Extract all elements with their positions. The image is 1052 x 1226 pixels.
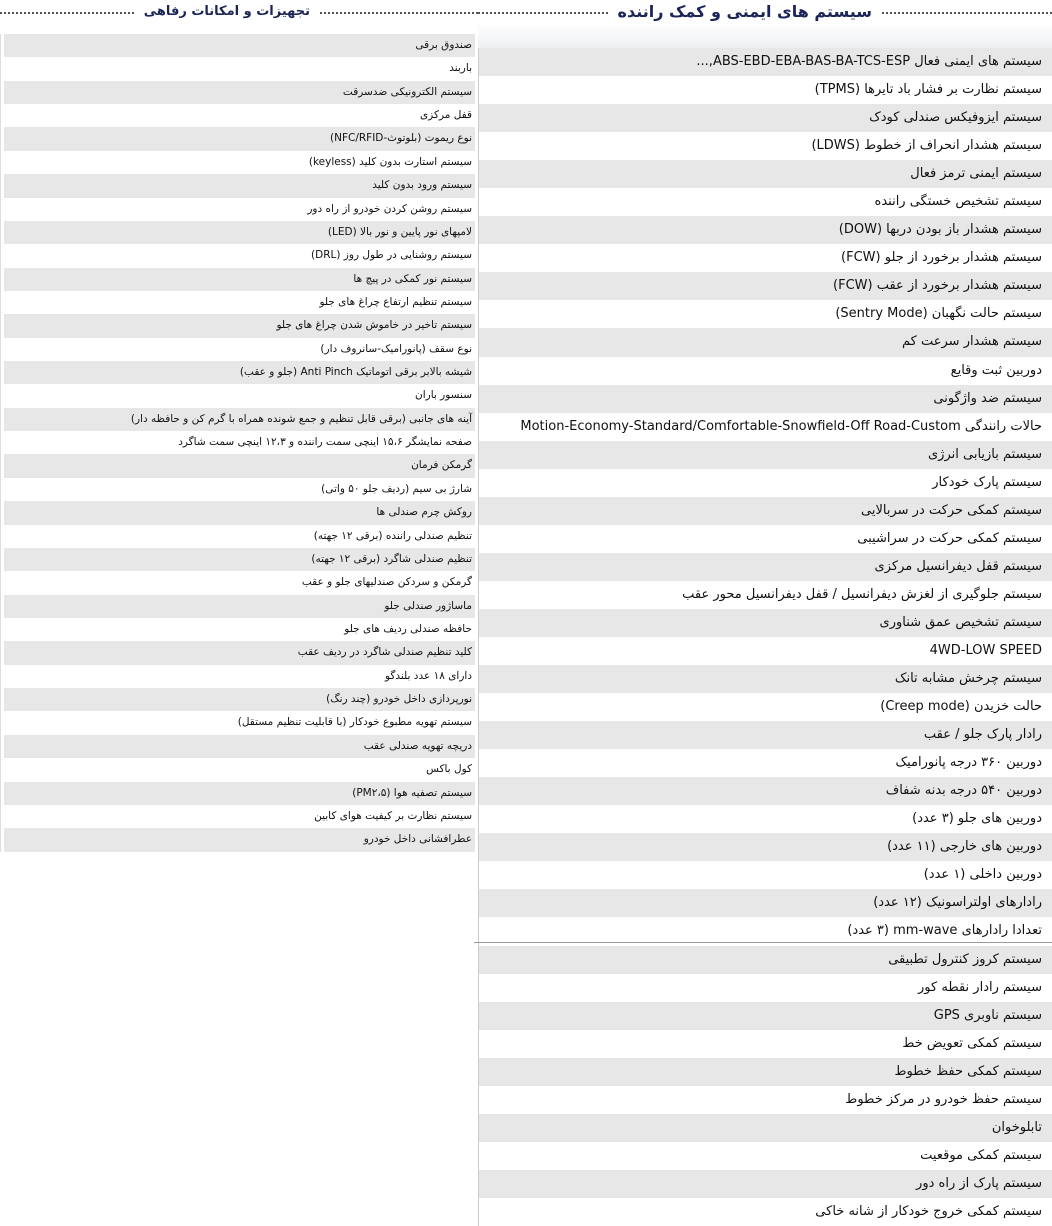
list-item: حالت خزیدن (Creep mode) [479,693,1052,721]
list-item: باربند [4,57,475,80]
list-item: نوع سقف (پانورامیک-سانروف دار) [4,338,475,361]
list-item: دوربین های جلو (۳ عدد) [479,805,1052,833]
list-item: سیستم بازیابی انرژی [479,441,1052,469]
list-item: سیستم تهویه مطبوع خودکار (با قابلیت تنظیم مستقل) [4,711,475,734]
list-item: صندوق برقی [4,34,475,57]
list-item: سیستم کروز کنترول تطبیقی [479,946,1052,974]
section-header [0,0,478,22]
list-item: سیستم ایمنی ترمز فعال [479,160,1052,188]
list-item: سیستم هشدار باز بودن دربها (DOW) [479,216,1052,244]
list-item: تنظیم صندلی شاگرد (برقی ۱۲ جهته) [4,548,475,571]
list-item: دوربین ثبت وقایع [479,357,1052,385]
list-item: عطرافشانی داخل خودرو [4,828,475,851]
list-item: قفل مرکزی [4,104,475,127]
list-item: کول باکس [4,758,475,781]
list-item: نورپردازی داخل خودرو (چند رنگ) [4,688,475,711]
comfort-features-list [0,34,478,852]
section-title: تجهیزات و امکانات رفاهی [143,3,310,19]
list-item: آینه های جانبی (برقی قابل تنظیم و جمع شونده همراه با گرم کن و حافظه دار) [4,408,475,431]
list-item: رادار پارک جلو / عقب [479,721,1052,749]
list-item: دوربین داخلی (۱ عدد) [479,861,1052,889]
list-item: روکش چرم صندلی ها [4,501,475,524]
dotted-divider [0,12,134,14]
list-item: سیستم حالت نگهبان (Sentry Mode) [479,300,1052,328]
list-item: حالات رانندگی Motion-Economy-Standard/Comfortable-Snowfield-Off Road-Custom [479,413,1052,441]
list-item: دوربین های خارجی (۱۱ عدد) [479,833,1052,861]
list-item: گرمکن و سردکن صندلیهای جلو و عقب [4,571,475,594]
list-item: نوع ریموت (بلوتوث-NFC/RFID) [4,127,475,150]
list-item: لامپهای نور پایین و نور بالا (LED) [4,221,475,244]
list-item: سیستم های ایمنی فعال ABS-EBD-EBA-BAS-BA-TCS-ESP,... [479,48,1052,76]
dotted-divider [320,12,478,14]
list-item: سیستم روشن کردن خودرو از راه دور [4,198,475,221]
list-item: سیستم چرخش مشابه تانک [479,665,1052,693]
list-item: سیستم هشدار سرعت کم [479,328,1052,356]
comfort-features-section [0,0,478,852]
list-item: سیستم رادار نقطه کور [479,974,1052,1002]
list-item: سیستم نظارت بر کیفیت هوای کابین [4,805,475,828]
list-item: سنسور باران [4,384,475,407]
safety-systems-list [478,48,1052,1226]
list-item: حافظه صندلی ردیف های جلو [4,618,475,641]
list-item: سیستم کمکی حفظ خطوط [479,1058,1052,1086]
list-item: سیستم ایزوفیکس صندلی کودک [479,104,1052,132]
list-item: گرمکن فرمان [4,454,475,477]
list-item: سیستم تاخیر در خاموش شدن چراغ های جلو [4,314,475,337]
dotted-divider [478,12,608,14]
list-item: سیستم کمکی تعویض خط [479,1030,1052,1058]
list-item: سیستم الکترونیکی ضدسرقت [4,81,475,104]
list-item: سیستم روشنایی در طول روز (DRL) [4,244,475,267]
list-item: سیستم پارک از راه دور [479,1170,1052,1198]
safety-systems-section [478,0,1052,1226]
list-item: شیشه بالابر برقی اتوماتیک Anti Pinch (جلو و عقب) [4,361,475,384]
list-item: سیستم کمکی حرکت در سربالایی [479,497,1052,525]
list-item: سیستم کمکی حرکت در سراشیبی [479,525,1052,553]
list-item: سیستم ضد واژگونی [479,385,1052,413]
list-item: تنظیم صندلی راننده (برقی ۱۲ جهته) [4,525,475,548]
list-item: سیستم نور کمکی در پیچ ها [4,268,475,291]
list-item: دریچه تهویه صندلی عقب [4,735,475,758]
list-item: سیستم تنظیم ارتفاع چراغ های جلو [4,291,475,314]
list-item: دوربین ۳۶۰ درجه پانورامیک [479,749,1052,777]
list-item: سیستم تصفیه هوا (PM۲،۵) [4,782,475,805]
section-title: سیستم های ایمنی و کمک راننده [617,1,872,21]
list-item: تعدادا رادارهای mm-wave (۳ عدد) [479,917,1052,945]
list-item: سیستم استارت بدون کلید (keyless) [4,151,475,174]
list-item: کلید تنظیم صندلی شاگرد در ردیف عقب [4,641,475,664]
list-item: سیستم قفل دیفرانسیل مرکزی [479,553,1052,581]
header-gradient [478,22,1052,48]
list-item: سیستم جلوگیری از لغزش دیفرانسیل / قفل دیفرانسیل محور عقب [479,581,1052,609]
list-item: شارژ بی سیم (ردیف جلو ۵۰ واتی) [4,478,475,501]
list-item: سیستم نظارت بر فشار باد تایرها (TPMS) [479,76,1052,104]
section-header [478,0,1052,22]
list-item: سیستم تشخیص عمق شناوری [479,609,1052,637]
list-item: سیستم هشدار برخورد از عقب (FCW) [479,272,1052,300]
list-item: 4WD-LOW SPEED [479,637,1052,665]
list-item: تابلوخوان [479,1114,1052,1142]
list-item: دوربین ۵۴۰ درجه بدنه شفاف [479,777,1052,805]
list-item: سیستم کمکی خروج خودکار از شانه خاکی [479,1198,1052,1226]
dotted-divider [882,12,1052,14]
list-item: سیستم هشدار برخورد از جلو (FCW) [479,244,1052,272]
list-item: سیستم حفظ خودرو در مرکز خطوط [479,1086,1052,1114]
list-item: سیستم پارک خودکار [479,469,1052,497]
list-item: سیستم تشخیص خستگی راننده [479,188,1052,216]
list-item: دارای ۱۸ عدد بلندگو [4,665,475,688]
list-item: رادارهای اولتراسونیک (۱۲ عدد) [479,889,1052,917]
list-item: سیستم ناوبری GPS [479,1002,1052,1030]
divider-line [474,942,1052,943]
list-item: صفحه نمایشگر ۱۵،۶ اینچی سمت راننده و ۱۲،۳ اینچی سمت شاگرد [4,431,475,454]
list-item: سیستم هشدار انحراف از خطوط (LDWS) [479,132,1052,160]
list-item: سیستم ورود بدون کلید [4,174,475,197]
list-item: ماساژور صندلی جلو [4,595,475,618]
list-item: سیستم کمکی موقعیت [479,1142,1052,1170]
